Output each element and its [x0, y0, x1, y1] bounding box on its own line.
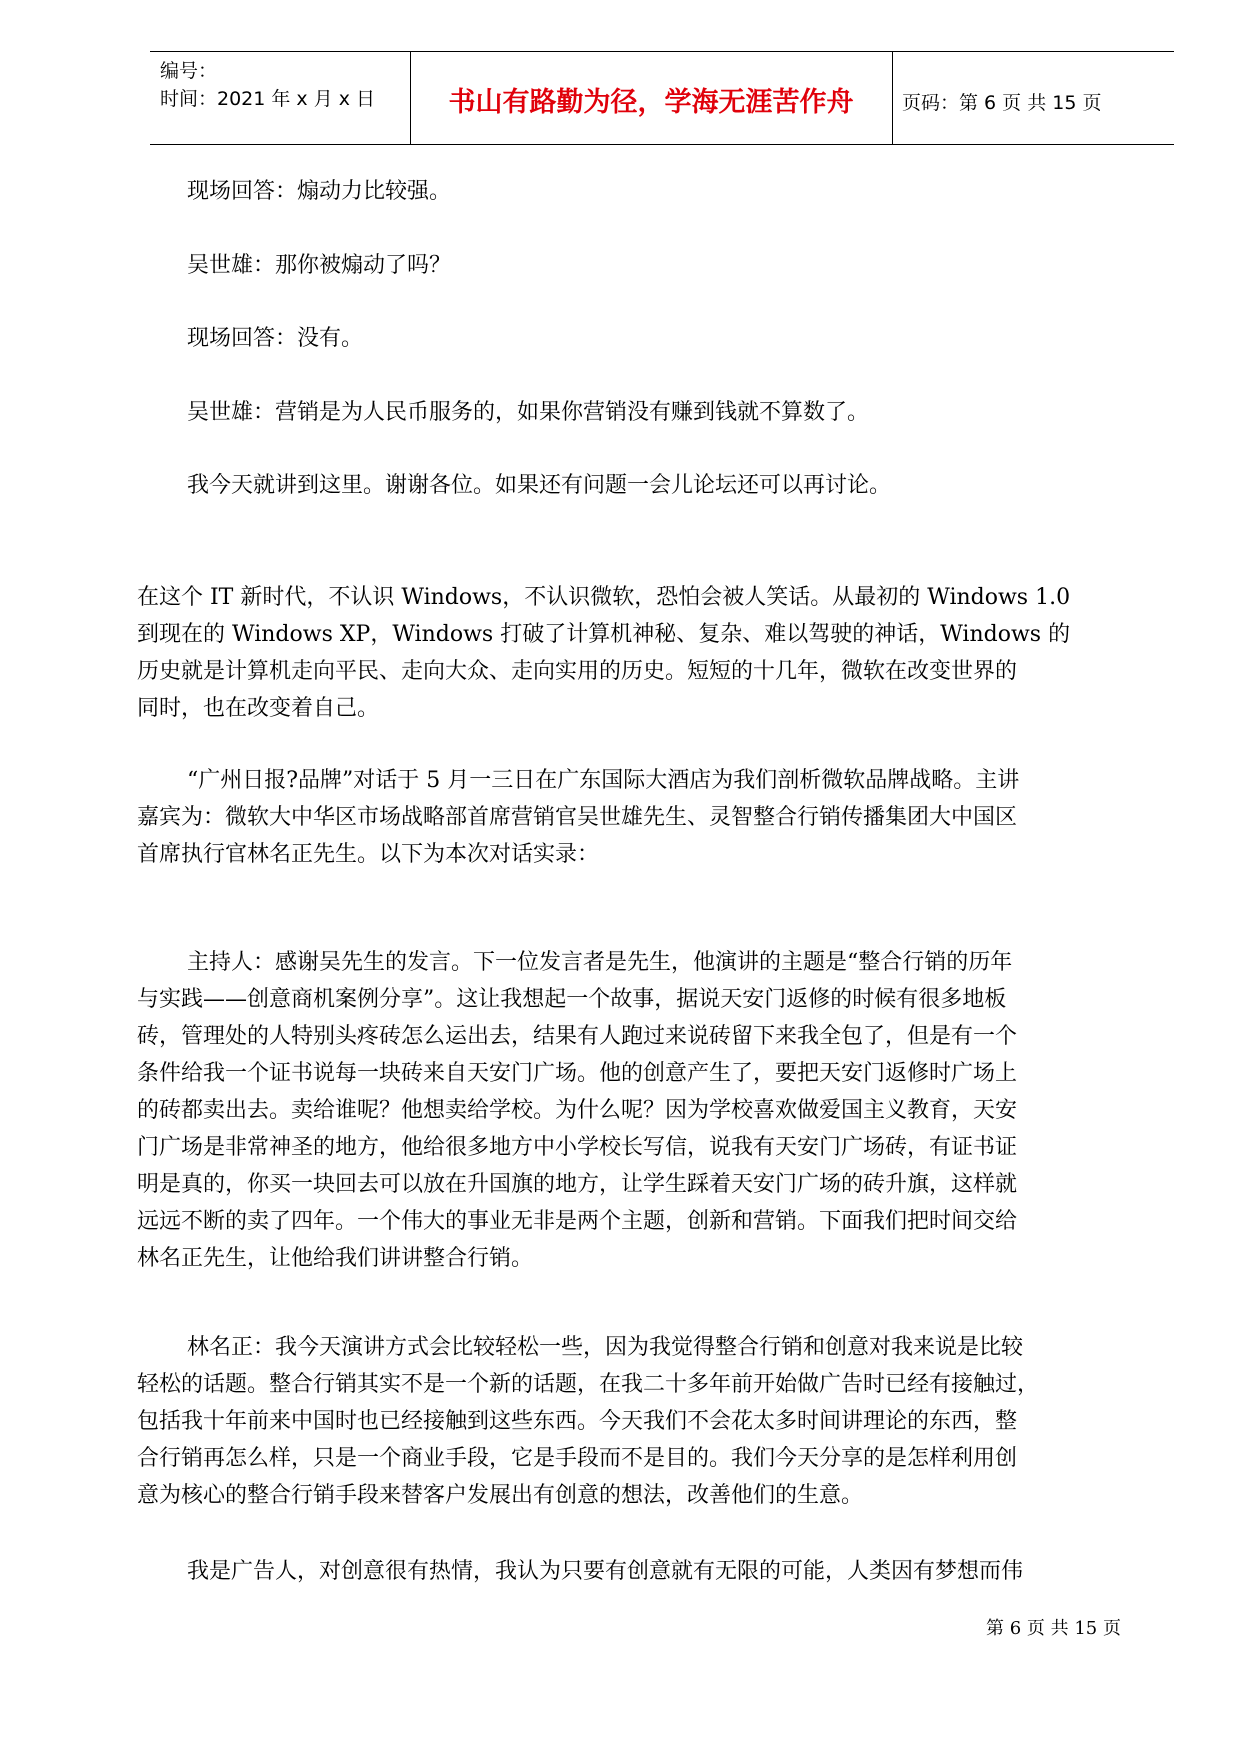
- paragraph-line: 到现在的 Windows XP，Windows 打破了计算机神秘、复杂、难以驾驶的神话，Windows 的: [137, 622, 1071, 647]
- paragraph-line: 明是真的，你买一块回去可以放在升国旗的地方，让学生踩着天安门广场的砖升旗，这样就: [137, 1172, 1018, 1197]
- header-meta-cell: [150, 52, 411, 144]
- header-page-cell: [892, 52, 1174, 144]
- paragraph-line: 门广场是非常神圣的地方，他给很多地方中小学校长写信，说我有天安门广场砖，有证书证: [137, 1135, 1018, 1160]
- paragraph-line: “广州日报?品牌”对话于 5 月一三日在广东国际大酒店为我们剖析微软品牌战略。主讲: [187, 768, 1020, 793]
- paragraph-line: 主持人：感谢吴先生的发言。下一位发言者是先生，他演讲的主题是“整合行销的历年: [187, 950, 1013, 975]
- paragraph-line: 与实践——创意商机案例分享”。这让我想起一个故事，据说天安门返修的时候有很多地板: [137, 987, 1007, 1012]
- paragraph-line: 林名正先生，让他给我们讲讲整合行销。: [137, 1246, 534, 1271]
- paragraph-line: 历史就是计算机走向平民、走向大众、走向实用的历史。短短的十几年，微软在改变世界的: [137, 659, 1018, 684]
- paragraph-line: 在这个 IT 新时代，不认识 Windows，不认识微软，恐怕会被人笑话。从最初的 Windows 1.0: [137, 585, 1071, 610]
- page-footer-number: 第 6 页 共 15 页: [986, 1618, 1121, 1639]
- page-header: [150, 51, 1174, 145]
- forum-paragraph: [137, 762, 1137, 873]
- paragraph-line: 同时，也在改变着自己。: [137, 696, 380, 721]
- paragraph-line: 条件给我一个证书说每一块砖来自天安门广场。他的创意产生了，要把天安门返修时广场上: [137, 1061, 1018, 1086]
- dialog-line: 现场回答：煽动力比较强。: [187, 179, 452, 204]
- header-motto: 书山有路勤为径，学海无涯苦作舟: [448, 87, 854, 118]
- paragraph-line: 合行销再怎么样，只是一个商业手段，它是手段而不是目的。我们今天分享的是怎样利用创: [137, 1446, 1018, 1471]
- dialog-line: 现场回答：没有。: [187, 326, 364, 351]
- paragraph-line: 砖，管理处的人特别头疼砖怎么运出去，结果有人跑过来说砖留下来我全包了，但是有一个: [137, 1024, 1018, 1049]
- paragraph-line: 嘉宾为：微软大中华区市场战略部首席营销官吴世雄先生、灵智整合行销传播集团大中国区: [137, 805, 1018, 830]
- header-motto-cell: [410, 52, 893, 144]
- paragraph-line: 包括我十年前来中国时也已经接触到这些东西。今天我们不会花太多时间讲理论的东西，整: [137, 1409, 1018, 1434]
- document-time-label: 时间：2021 年 x 月 x 日: [160, 88, 376, 110]
- intro-paragraph: [137, 579, 1137, 727]
- document-number-label: 编号：: [160, 60, 218, 82]
- paragraph-line: 的砖都卖出去。卖给谁呢？他想卖给学校。为什么呢？因为学校喜欢做爱国主义教育，天安: [137, 1098, 1018, 1123]
- paragraph-line: 林名正：我今天演讲方式会比较轻松一些，因为我觉得整合行销和创意对我来说是比较: [187, 1335, 1024, 1360]
- paragraph-line: 远远不断的卖了四年。一个伟大的事业无非是两个主题，创新和营销。下面我们把时间交给: [137, 1209, 1018, 1234]
- header-page-number: 页码：第 6 页 共 15 页: [902, 92, 1102, 114]
- dialog-line: 我今天就讲到这里。谢谢各位。如果还有问题一会儿论坛还可以再讨论。: [187, 473, 892, 498]
- dialog-line: 吴世雄：营销是为人民币服务的，如果你营销没有赚到钱就不算数了。: [187, 400, 870, 425]
- paragraph-line: 首席执行官林名正先生。以下为本次对话实录：: [137, 842, 600, 867]
- dialog-line: 吴世雄：那你被煽动了吗？: [187, 253, 452, 278]
- lin-paragraph: [137, 1329, 1137, 1514]
- paragraph-line: 意为核心的整合行销手段来替客户发展出有创意的想法，改善他们的生意。: [137, 1483, 864, 1508]
- host-paragraph: [137, 944, 1137, 1277]
- paragraph-line: 轻松的话题。整合行销其实不是一个新的话题，在我二十多年前开始做广告时已经有接触过，: [137, 1372, 1040, 1397]
- closing-paragraph-line: 我是广告人，对创意很有热情，我认为只要有创意就有无限的可能，人类因有梦想而伟: [187, 1559, 1024, 1584]
